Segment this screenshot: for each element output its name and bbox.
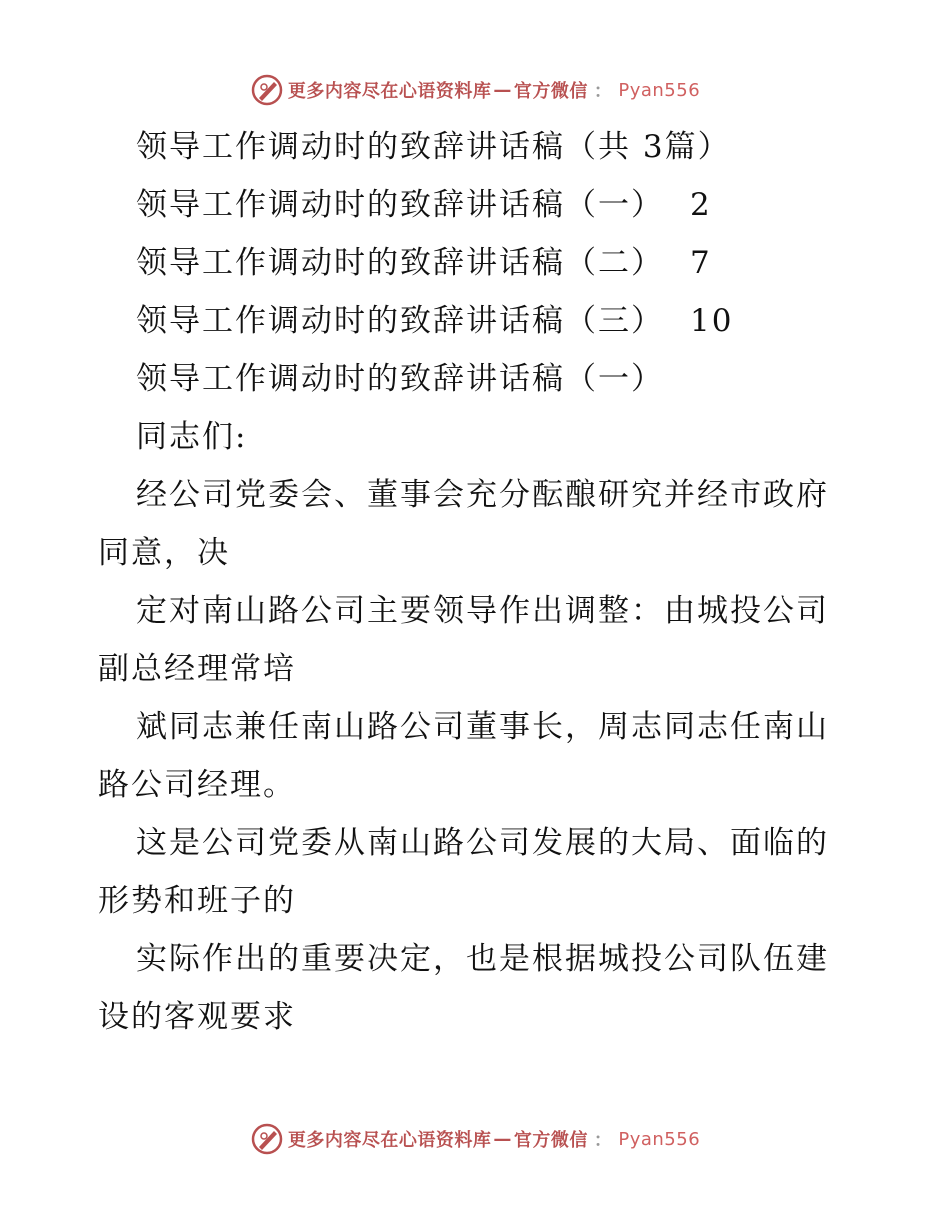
document-body (98, 118, 858, 1046)
paragraph-line: 设的客观要求 (98, 999, 296, 1035)
paragraph-line: 经公司党委会、董事会充分酝酿研究并经市政府 (136, 477, 829, 513)
paragraph-line: 定对南山路公司主要领导作出调整：由城投公司 (136, 593, 829, 629)
banner-handle: Pyan556 (618, 79, 701, 101)
pen-logo-icon (250, 1122, 284, 1156)
toc-title: 领导工作调动时的致辞讲话稿（共 3篇） (136, 129, 731, 165)
toc-item-page: 2 (690, 187, 712, 223)
banner-separator: ： (593, 81, 613, 102)
toc-item[interactable] (98, 292, 858, 350)
header-banner (0, 70, 950, 110)
toc-item-label: 领导工作调动时的致辞讲话稿（二） (136, 245, 664, 281)
toc-item-page: 7 (690, 245, 712, 281)
toc-item[interactable] (98, 176, 858, 234)
paragraph-line: 形势和班子的 (98, 883, 296, 919)
banner-label: 官方微信 (513, 81, 588, 102)
banner-brand: 更多内容尽在心语资料库 (287, 1130, 492, 1151)
toc-item-page: 10 (690, 303, 734, 339)
salutation: 同志们: (136, 419, 248, 455)
toc-item[interactable] (98, 234, 858, 292)
banner-dash: — (493, 1128, 512, 1150)
banner-separator: ： (593, 1130, 613, 1151)
toc-item-label: 领导工作调动时的致辞讲话稿（一） (136, 187, 664, 223)
paragraph-line: 同意，决 (98, 535, 230, 571)
footer-banner (0, 1119, 950, 1159)
paragraph-line: 路公司经理。 (98, 767, 296, 803)
toc-item-label: 领导工作调动时的致辞讲话稿（三） (136, 303, 664, 339)
banner-dash: — (493, 79, 512, 101)
paragraph-line: 这是公司党委从南山路公司发展的大局、面临的 (136, 825, 829, 861)
paragraph-line: 实际作出的重要决定，也是根据城投公司队伍建 (136, 941, 829, 977)
banner-label: 官方微信 (513, 1130, 588, 1151)
banner-brand: 更多内容尽在心语资料库 (287, 81, 492, 102)
pen-logo-icon (250, 73, 284, 107)
paragraph-line: 副总经理常培 (98, 651, 296, 687)
paragraph-line: 斌同志兼任南山路公司董事长，周志同志任南山 (136, 709, 829, 745)
section-title: 领导工作调动时的致辞讲话稿（一） (136, 361, 664, 397)
banner-handle: Pyan556 (618, 1128, 701, 1150)
